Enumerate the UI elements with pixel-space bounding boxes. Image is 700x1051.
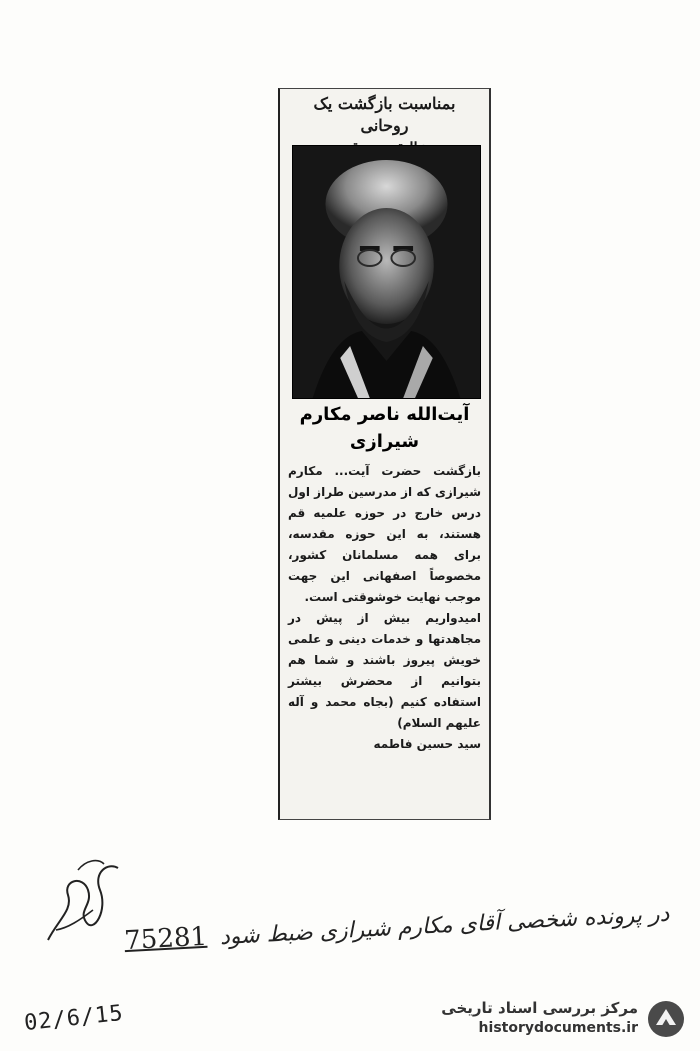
archive-logo-icon [646, 999, 686, 1039]
headline-line-2: شیرازی [349, 431, 420, 452]
handwritten-date: 02/6/15 [22, 1000, 125, 1037]
kicker-line-1: بمناسبت بازگشت یک روحانی [313, 94, 456, 135]
document-number: 75281 [123, 921, 209, 957]
newspaper-clipping [278, 88, 491, 820]
archive-name: مرکز بررسی اسناد تاریخی [441, 999, 638, 1017]
archive-url: historydocuments.ir [478, 1020, 638, 1036]
article-signature: سید حسین فاطمه [373, 737, 481, 751]
article-body [288, 461, 481, 755]
archive-watermark [406, 997, 686, 1043]
clipping-kicker [288, 93, 481, 143]
article-paragraph-2: امیدواریم بیش از پیش در مجاهدتها و خدمات دینی و علمی خویش پیروز باشند و شما هم بتوانیم از محضرش بیشتر استفاده کنیم (بجاه محمد و آله علیهم السلام) [288, 611, 481, 730]
article-paragraph-1: بازگشت حضرت آیت... مکارم شیرازی که از مدرسین طراز اول درس خارج در حوزه علمیه قم هستند، به این حوزه مقدسه، برای همه مسلمانان کشور، مخصوصاً اصفهانی این جهت موجب نهایت خوشوقتی است. [288, 464, 481, 604]
handwritten-filing-note [118, 898, 670, 957]
handwritten-note-text: در پرونده شخصی آقای مکارم شیرازی ضبط شود [219, 901, 671, 951]
portrait-image [293, 146, 480, 398]
article-headline [286, 401, 483, 459]
headline-line-1: آیت‌الله ناصر مکارم [299, 404, 470, 425]
handwritten-signature-icon [38, 850, 128, 950]
portrait-photo [292, 145, 481, 399]
